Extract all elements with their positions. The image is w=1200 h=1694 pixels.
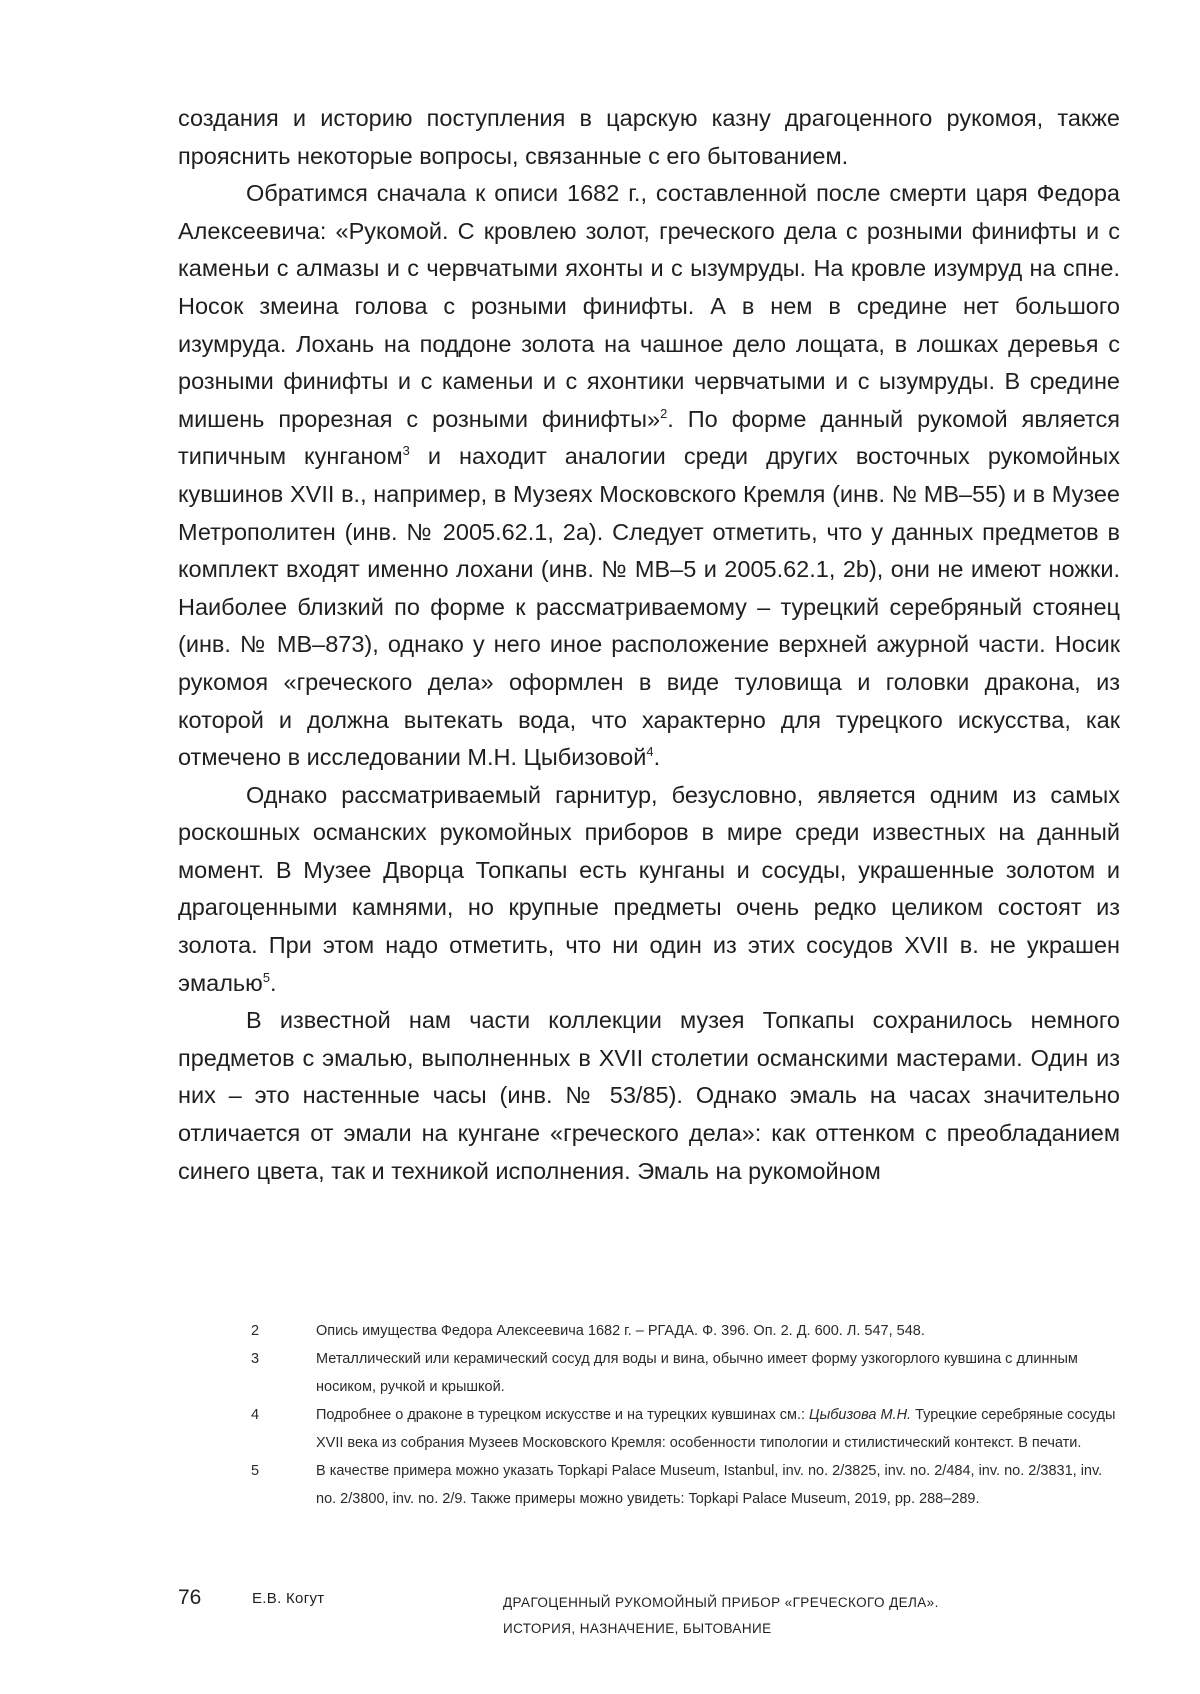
running-title-line: ДРАГОЦЕННЫЙ РУКОМОЙНЫЙ ПРИБОР «ГРЕЧЕСКОГО ДЕЛА». [503, 1595, 939, 1610]
running-title [503, 1590, 939, 1642]
italic-text: Цыбизова М.Н. [809, 1407, 912, 1423]
footnote [251, 1345, 1121, 1401]
text-segment: В качестве примера можно указать Topkapi Palace Museum, Istanbul, inv. no. 2/3825, inv. no. 2/484, inv. no. 2/3831, inv. no. 2/3800, inv. no. 2/9. Также примеры можно увидеть: Topkapi Palace Museum, 2019, pp. 288–289. [316, 1463, 1103, 1507]
footnote-text [316, 1457, 1121, 1513]
footnote [251, 1457, 1121, 1513]
footnote-number: 5 [251, 1463, 260, 1479]
page-number: 76 [178, 1586, 202, 1609]
footnote-text [316, 1345, 1121, 1401]
footnote-number: 3 [251, 1351, 260, 1367]
text-segment: и находит аналогии среди других восточных рукомойных кувшинов XVII в., например, в Музеях Московского Кремля (инв. № МВ–55) и в Музее Метрополитен (инв. № 2005.62.1, 2a). Следует отметить, что у данных предметов в комплект входят именно лохани (инв. № МВ–5 и 2005.62.1, 2b), они не имеют ножки. Наиболее близкий по форме к рассматриваемому – турецкий серебряный стоянец (инв. № МВ–873), однако у него иное расположение верхней ажурной части. Носик рукомоя «греческого дела» оформлен в виде туловища и головки дракона, из которой и должна вытекать вода, что характерно для турецкого искусства, как отмечено в исследовании М.Н. Цыбизовой [178, 443, 1120, 771]
text-segment: Однако рассматриваемый гарнитур, безусловно, является одним из самых роскошных османских рукомойных приборов в мире среди известных на данный момент. В Музее Дворца Топкапы есть кунганы и сосуды, украшенные золотом и драгоценными камнями, но крупные предметы очень редко целиком состоят из золота. При этом надо отметить, что ни один из этих сосудов XVII в. не украшен эмалью [178, 781, 1120, 996]
footnote-number: 4 [251, 1407, 260, 1423]
footnote-ref: 2 [660, 405, 668, 421]
footnote-ref: 4 [646, 744, 654, 760]
text-segment: Турецкие серебряные сосуды XVII века из собрания Музеев Московского Кремля: особенности типологии и стилистический контекст. В печати. [316, 1407, 1116, 1451]
text-segment: Металлический или керамический сосуд для воды и вина, обычно имеет форму узкогорлого кувшина с длинным носиком, ручкой и крышкой. [316, 1351, 1078, 1395]
author-name: Е.В. Когут [252, 1590, 325, 1607]
footnote-ref: 3 [402, 443, 410, 459]
text-segment: В известной нам части коллекции музея Топкапы сохранилось немного предметов с эмалью, выполненных в XVII столетии османскими мастерами. Один из них – это настенные часы (инв. № 53/85). Однако эмаль на часах значительно отличается от эмали на кунгане «греческого дела»: как оттенком с преобладанием синего цвета, так и техникой исполнения. Эмаль на рукомойном [178, 1007, 1120, 1184]
text-segment: создания и историю поступления в царскую казну драгоценного рукомоя, также прояснить некоторые вопросы, связанные с его бытованием. [178, 105, 1120, 169]
text-segment: . [270, 969, 277, 996]
body-text [178, 100, 1120, 1190]
paragraph [178, 777, 1120, 1003]
text-segment: . [653, 744, 661, 771]
text-segment: . По форме данный рукомой является типичным кунганом [178, 405, 1120, 470]
text-segment: Опись имущества Федора Алексеевича 1682 г. – РГАДА. Ф. 396. Оп. 2. Д. 600. Л. 547, 548. [316, 1323, 925, 1339]
footnote [251, 1317, 1121, 1345]
running-title-line: ИСТОРИЯ, НАЗНАЧЕНИЕ, БЫТОВАНИЕ [503, 1621, 772, 1636]
footnote-text [316, 1317, 1121, 1345]
text-segment: Подробнее о драконе в турецком искусстве и на турецких кувшинах см.: [316, 1407, 810, 1423]
paragraph [178, 100, 1120, 175]
footnotes [251, 1317, 1121, 1513]
footnote-number: 2 [251, 1323, 260, 1339]
text-segment: Обратимся сначала к описи 1682 г., составленной после смерти царя Федора Алексеевича: «Рукомой. С кровлею золот, греческого дела с розными финифты и с каменьи с алмазы и с червчатыми яхонты и с ызумруды. На кровле изумруд на спне. Носок змеина голова с розными финифты. А в нем в средине нет большого изумруда. Лохань на поддоне золота на чашное дело лощата, в лошках деревья с розными финифты и с каменьи и с яхонтики червчатыми и с ызумруды. В средине мишень прорезная с розными финифты» [178, 180, 1120, 432]
footnote-text [316, 1401, 1121, 1457]
paragraph [178, 1002, 1120, 1190]
paragraph [178, 175, 1120, 777]
footnote-ref: 5 [262, 969, 270, 985]
footnote [251, 1401, 1121, 1457]
page-footer [178, 1586, 1120, 1656]
